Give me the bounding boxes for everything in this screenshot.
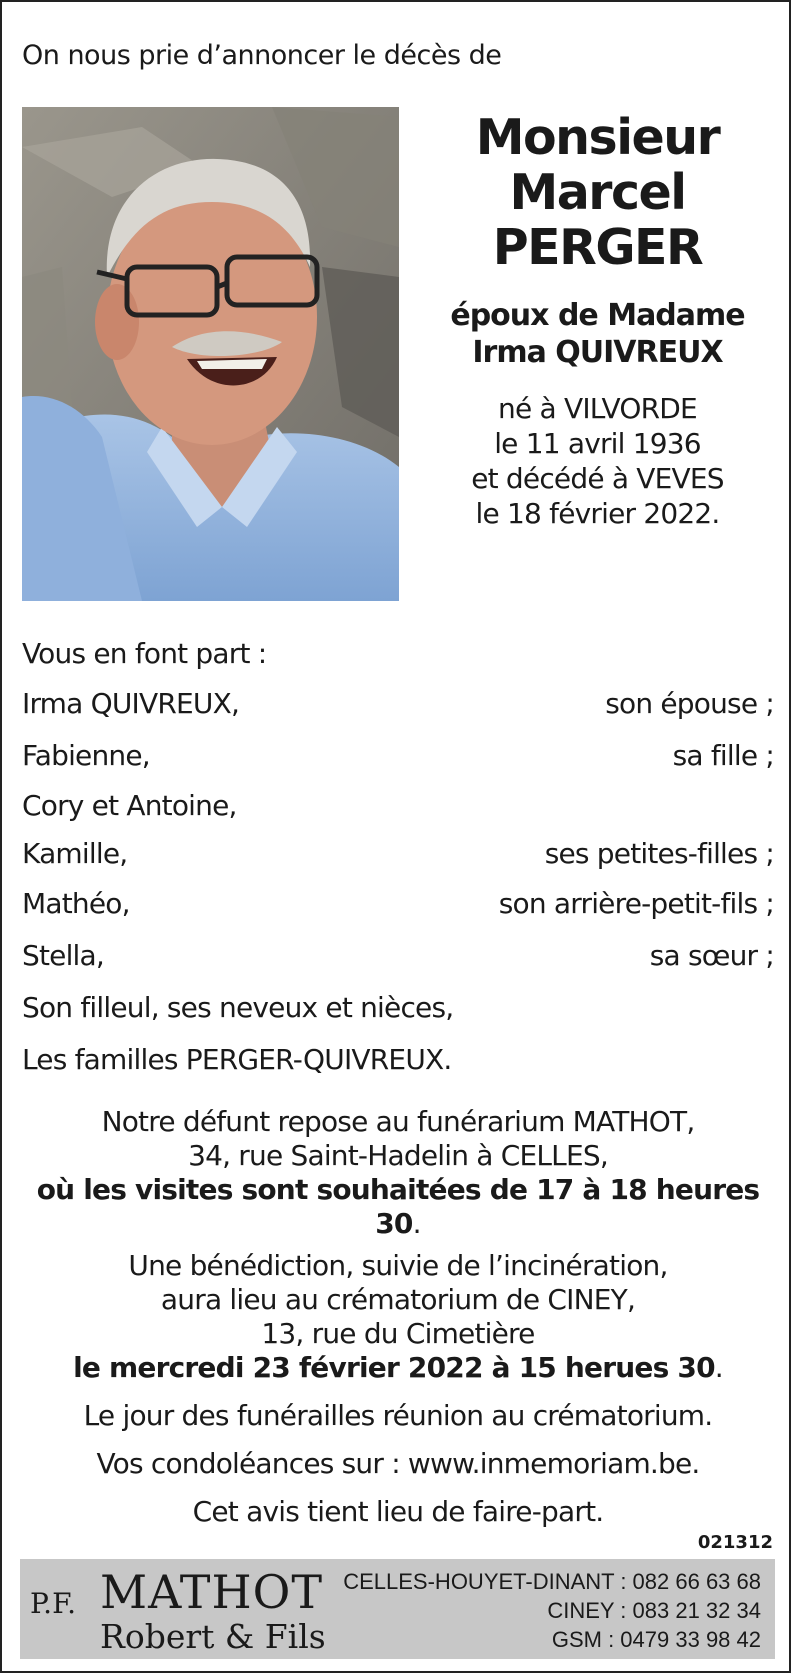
contact-line: GSM : 0479 33 98 42 — [551, 1627, 761, 1652]
contact-line: CELLES-HOUYET-DINANT : 082 66 63 68 — [343, 1569, 761, 1594]
details-line: Le jour des funérailles réunion au crématorium. — [83, 1399, 713, 1432]
spouse-line-2: Irma QUIVREUX — [472, 335, 723, 370]
death-date: le 18 février 2022. — [475, 497, 720, 530]
deceased-first-name: Marcel — [509, 164, 686, 221]
family-row: Kamille, ses petites-filles ; — [22, 837, 774, 870]
birth-date: le 11 avril 1936 — [494, 427, 701, 460]
deceased-last-name: PERGER — [492, 219, 703, 276]
portrait-photo — [22, 107, 399, 601]
details-line: aura lieu au crématorium de CINEY, — [160, 1283, 636, 1316]
family-row: Stella, sa sœur ; — [22, 939, 774, 972]
funeral-home-contacts — [343, 1567, 761, 1654]
spouse-line-1: époux de Madame — [450, 298, 745, 333]
family-heading: Vous en font part : — [22, 637, 267, 670]
funeral-home-footer: P.F. MATHOT Robert & Fils CELLES-HOUYET-DINANT : 082 66 63 68 CINEY : 083 21 32 34 GSM : 0479 33 98 42 — [20, 1559, 775, 1659]
family-row: Cory et Antoine, — [22, 789, 237, 822]
family-row: Fabienne, sa fille ; — [22, 739, 774, 772]
contact-line: CINEY : 083 21 32 34 — [547, 1598, 761, 1623]
family-row: Les familles PERGER-QUIVREUX. — [22, 1043, 452, 1076]
family-row: Irma QUIVREUX, son épouse ; — [22, 687, 774, 720]
details-line: 34, rue Saint-Hadelin à CELLES, — [188, 1139, 608, 1172]
family-list — [22, 630, 774, 1086]
details-line: 13, rue du Cimetière — [261, 1317, 535, 1350]
death-place: et décédé à VEVES — [471, 462, 724, 495]
family-row: Son filleul, ses neveux et nièces, — [22, 991, 454, 1024]
details-line: Une bénédiction, suivie de l’incinération, — [128, 1249, 668, 1282]
visiting-hours: où les visites sont souhaitées de 17 à 18 heures 30. — [36, 1173, 760, 1240]
funeral-details — [22, 1105, 774, 1529]
ceremony-date: le mercredi 23 février 2022 à 15 herues 30. — [73, 1351, 723, 1384]
details-line: Cet avis tient lieu de faire-part. — [192, 1495, 604, 1528]
reference-number: 021312 — [697, 1532, 773, 1553]
birth-place: né à VILVORDE — [498, 392, 697, 425]
family-row: Mathéo, son arrière-petit-fils ; — [22, 887, 774, 920]
condolences-line: Vos condoléances sur : www.inmemoriam.be. — [96, 1447, 700, 1480]
details-line: Notre défunt repose au funérarium MATHOT, — [101, 1105, 695, 1138]
deceased-info — [420, 110, 775, 531]
deceased-title: Monsieur — [475, 109, 720, 166]
intro-text: On nous prie d’annoncer le décès de — [22, 40, 502, 71]
